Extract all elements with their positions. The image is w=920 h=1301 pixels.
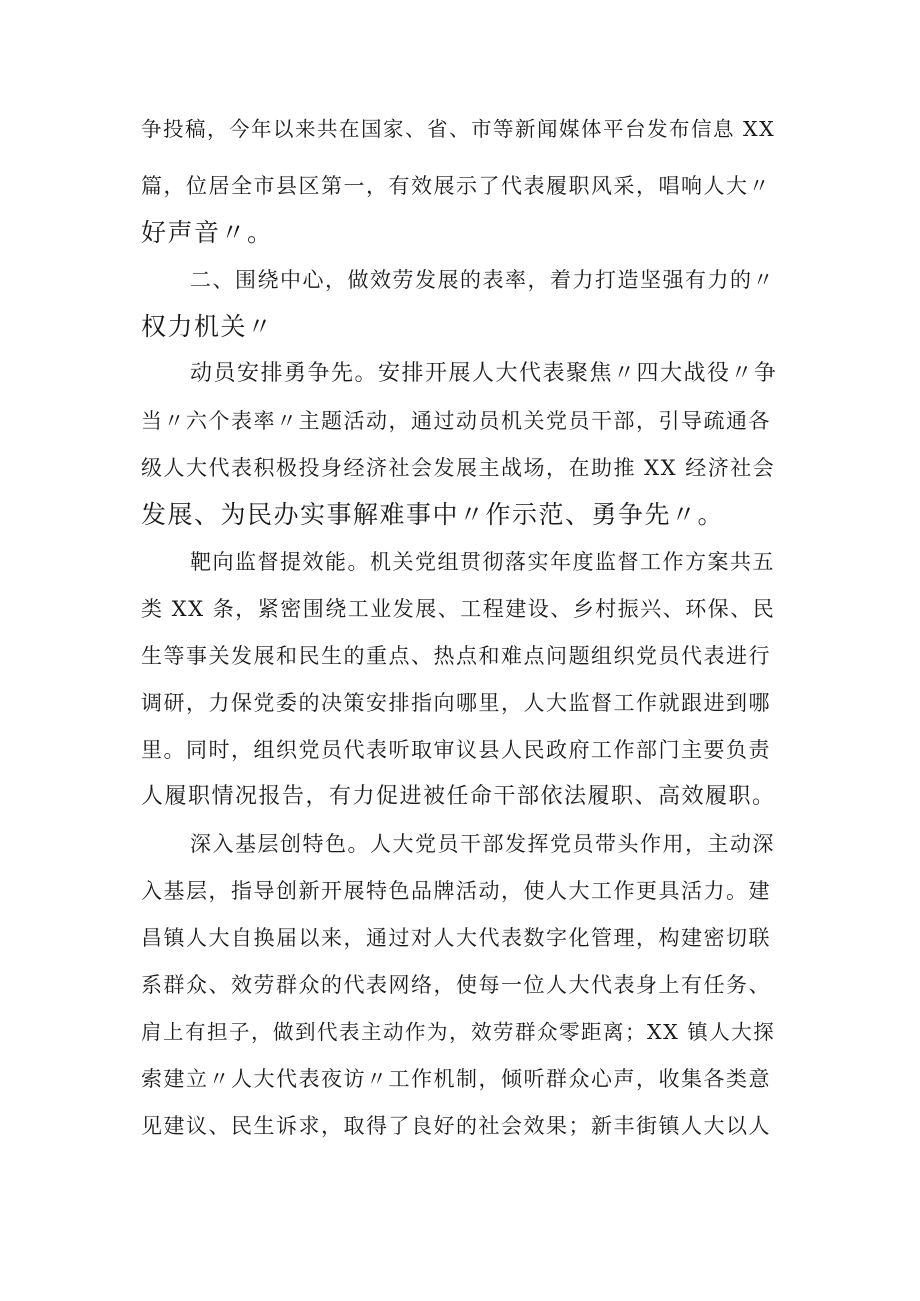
- text-line: 昌镇人大自换届以来，通过对人大代表数字化管理，构建密切联: [141, 926, 771, 950]
- text-line: 见建议、民生诉求，取得了良好的社会效果；新丰街镇人大以人: [141, 1114, 771, 1138]
- text-line: 索建立〃人大代表夜访〃工作机制，倾听群众心声，收集各类意: [141, 1067, 771, 1091]
- text-line: 篇，位居全市县区第一，有效展示了代表履职风采，唱响人大〃: [141, 174, 771, 198]
- text-line: 靶向监督提效能。机关党组贯彻落实年度监督工作方案共五: [190, 550, 775, 574]
- text-line: 争投稿，今年以来共在国家、省、市等新闻媒体平台发布信息 XX: [141, 117, 776, 141]
- text-line: 调研，力保党委的决策安排指向哪里，人大监督工作就跟进到哪: [141, 691, 771, 715]
- text-line: 级人大代表积极投身经济社会发展主战场，在助推 XX 经济社会: [141, 456, 776, 480]
- text-line: 好声音〃。: [141, 218, 274, 247]
- text-line: 入基层，指导创新开展特色品牌活动，使人大工作更具活力。建: [141, 879, 771, 903]
- section-heading-line: 二、围绕中心，做效劳发展的表率，着力打造坚强有力的〃: [190, 268, 775, 292]
- section-heading-line: 权力机关〃: [141, 312, 274, 341]
- text-line: 里。同时，组织党员代表听取审议县人民政府工作部门主要负责: [141, 738, 771, 762]
- text-line: 系群众、效劳群众的代表网络，使每一位人大代表身上有任务、: [141, 973, 771, 997]
- text-line: 深入基层创特色。人大党员干部发挥党员带头作用，主动深: [190, 832, 775, 856]
- text-line: 发展、为民办实事解难事中〃作示范、勇争先〃。: [141, 500, 725, 529]
- text-line: 生等事关发展和民生的重点、热点和难点问题组织党员代表进行: [141, 644, 771, 668]
- text-line: 肩上有担子，做到代表主动作为，效劳群众零距离；XX 镇人大探: [141, 1020, 776, 1044]
- text-line: 动员安排勇争先。安排开展人大代表聚焦〃四大战役〃争: [190, 361, 778, 386]
- text-line: 当〃六个表率〃主题活动，通过动员机关党员干部，引导疏通各: [141, 409, 771, 433]
- text-line: 人履职情况报告，有力促进被任命干部依法履职、高效履职。: [141, 784, 776, 809]
- text-line: 类 XX 条，紧密围绕工业发展、工程建设、乡村振兴、环保、民: [141, 597, 776, 621]
